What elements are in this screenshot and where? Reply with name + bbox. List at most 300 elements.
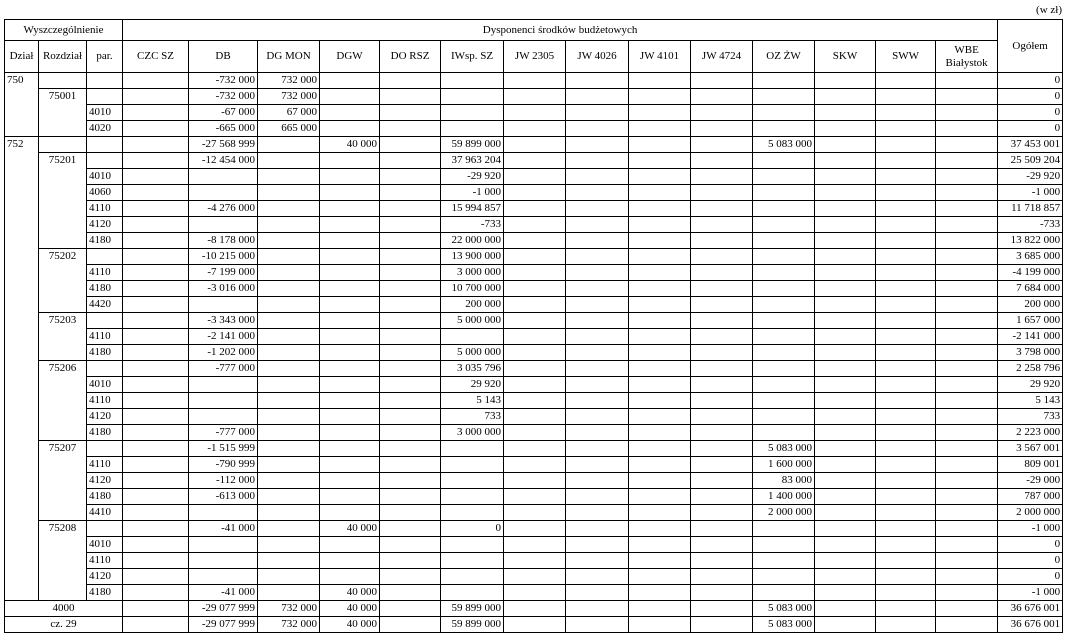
cell-jw-4101	[629, 89, 691, 105]
cell-jw-2305	[504, 185, 566, 201]
cell-jw-2305	[504, 121, 566, 137]
cell-rozdzial	[39, 345, 87, 361]
cell-jw-4724	[691, 393, 753, 409]
cell-czc-sz	[123, 537, 189, 553]
cell-oz-żw	[753, 329, 815, 345]
cell-jw-4026	[566, 105, 629, 121]
cell-wbe-białystok	[936, 601, 998, 617]
cell-dg-mon	[258, 153, 320, 169]
cell-jw-2305	[504, 553, 566, 569]
cell-db: -29 077 999	[189, 617, 258, 633]
cell-jw-4026	[566, 617, 629, 633]
cell-jw-4026	[566, 265, 629, 281]
cell-jw-2305	[504, 393, 566, 409]
cell-skw	[815, 393, 876, 409]
cell-do-rsz	[380, 73, 441, 89]
cell-jw-2305	[504, 169, 566, 185]
cell-dgw	[320, 361, 380, 377]
header-dysponenci: Dysponenci środków budżetowych	[123, 20, 998, 41]
cell-dgw	[320, 329, 380, 345]
cell-db: -2 141 000	[189, 329, 258, 345]
cell-dg-mon	[258, 521, 320, 537]
cell-wbe-białystok	[936, 425, 998, 441]
cell-dgw	[320, 505, 380, 521]
cell-czc-sz	[123, 265, 189, 281]
cell-jw-4724	[691, 473, 753, 489]
cell-iwsp-sz	[441, 505, 504, 521]
cell-db	[189, 393, 258, 409]
cell-oz-żw	[753, 233, 815, 249]
cell-dgw	[320, 441, 380, 457]
cell-jw-4101	[629, 329, 691, 345]
cell-par	[87, 73, 123, 89]
table-row	[5, 281, 1063, 297]
cell-db: -777 000	[189, 361, 258, 377]
cell-jw-4724	[691, 169, 753, 185]
cell-oz-żw	[753, 313, 815, 329]
cell-wbe-białystok	[936, 233, 998, 249]
table-body	[5, 73, 1063, 633]
cell-ogolem: 37 453 001	[998, 137, 1063, 153]
cell-wbe-białystok	[936, 265, 998, 281]
table-row	[5, 73, 1063, 89]
cell-jw-2305	[504, 89, 566, 105]
cell-czc-sz	[123, 313, 189, 329]
cell-oz-żw: 83 000	[753, 473, 815, 489]
cell-jw-4101	[629, 297, 691, 313]
cell-skw	[815, 169, 876, 185]
cell-sww	[876, 249, 936, 265]
cell-rozdzial: 75001	[39, 89, 87, 105]
cell-rozdzial	[39, 185, 87, 201]
cell-ogolem: 3 685 000	[998, 249, 1063, 265]
cell-wbe-białystok	[936, 329, 998, 345]
cell-skw	[815, 297, 876, 313]
cell-par: 4060	[87, 185, 123, 201]
cell-dgw	[320, 473, 380, 489]
cell-skw	[815, 617, 876, 633]
cell-skw	[815, 73, 876, 89]
cell-jw-4101	[629, 409, 691, 425]
cell-skw	[815, 313, 876, 329]
column-header-sww: SWW	[876, 41, 936, 73]
cell-par: 4110	[87, 457, 123, 473]
table-row	[5, 505, 1063, 521]
table-row	[5, 521, 1063, 537]
cell-iwsp-sz	[441, 457, 504, 473]
cell-dzial	[5, 553, 39, 569]
cell-jw-2305	[504, 569, 566, 585]
cell-jw-4101	[629, 345, 691, 361]
cell-rozdzial	[39, 409, 87, 425]
cell-do-rsz	[380, 617, 441, 633]
cell-jw-4026	[566, 297, 629, 313]
cell-jw-4101	[629, 169, 691, 185]
cell-dgw	[320, 201, 380, 217]
cell-dg-mon	[258, 313, 320, 329]
summary-row	[5, 601, 1063, 617]
table-row	[5, 425, 1063, 441]
cell-dzial	[5, 457, 39, 473]
cell-czc-sz	[123, 137, 189, 153]
cell-wbe-białystok	[936, 281, 998, 297]
cell-czc-sz	[123, 185, 189, 201]
cell-wbe-białystok	[936, 537, 998, 553]
cell-par: 4120	[87, 569, 123, 585]
cell-dgw	[320, 217, 380, 233]
cell-do-rsz	[380, 169, 441, 185]
cell-db: -3 343 000	[189, 313, 258, 329]
cell-dg-mon	[258, 393, 320, 409]
cell-iwsp-sz: 10 700 000	[441, 281, 504, 297]
cell-dg-mon	[258, 505, 320, 521]
cell-iwsp-sz: 3 000 000	[441, 265, 504, 281]
cell-do-rsz	[380, 585, 441, 601]
table-row	[5, 457, 1063, 473]
cell-db: -3 016 000	[189, 281, 258, 297]
cell-jw-2305	[504, 313, 566, 329]
cell-jw-4101	[629, 249, 691, 265]
cell-jw-2305	[504, 201, 566, 217]
cell-czc-sz	[123, 89, 189, 105]
column-header-jw-2305: JW 2305	[504, 41, 566, 73]
cell-db	[189, 553, 258, 569]
cell-iwsp-sz: 3 000 000	[441, 425, 504, 441]
cell-rozdzial: 75201	[39, 153, 87, 169]
cell-ogolem: 0	[998, 121, 1063, 137]
cell-sww	[876, 121, 936, 137]
table-row	[5, 345, 1063, 361]
cell-par: 4180	[87, 585, 123, 601]
cell-rozdzial: 75206	[39, 361, 87, 377]
cell-czc-sz	[123, 393, 189, 409]
cell-dzial	[5, 249, 39, 265]
cell-ogolem: 2 258 796	[998, 361, 1063, 377]
cell-jw-4724	[691, 217, 753, 233]
cell-do-rsz	[380, 569, 441, 585]
table-row	[5, 441, 1063, 457]
cell-wbe-białystok	[936, 313, 998, 329]
cell-jw-4026	[566, 217, 629, 233]
cell-db: -732 000	[189, 73, 258, 89]
cell-do-rsz	[380, 281, 441, 297]
cell-par: 4180	[87, 425, 123, 441]
cell-jw-4101	[629, 585, 691, 601]
cell-db: -10 215 000	[189, 249, 258, 265]
cell-wbe-białystok	[936, 89, 998, 105]
cell-jw-2305	[504, 601, 566, 617]
cell-czc-sz	[123, 105, 189, 121]
cell-jw-4026	[566, 457, 629, 473]
cell-rozdzial	[39, 473, 87, 489]
cell-dg-mon	[258, 377, 320, 393]
table-row	[5, 233, 1063, 249]
cell-dg-mon: 732 000	[258, 89, 320, 105]
table-row	[5, 265, 1063, 281]
cell-par: 4410	[87, 505, 123, 521]
cell-sww	[876, 585, 936, 601]
cell-jw-4724	[691, 89, 753, 105]
cell-jw-4101	[629, 121, 691, 137]
cell-do-rsz	[380, 393, 441, 409]
cell-do-rsz	[380, 537, 441, 553]
cell-dzial	[5, 569, 39, 585]
table-row	[5, 473, 1063, 489]
cell-rozdzial	[39, 217, 87, 233]
cell-rozdzial	[39, 489, 87, 505]
cell-ogolem: -1 000	[998, 521, 1063, 537]
cell-jw-4724	[691, 201, 753, 217]
cell-rozdzial: 75202	[39, 249, 87, 265]
cell-par	[87, 361, 123, 377]
cell-jw-4026	[566, 473, 629, 489]
cell-jw-2305	[504, 297, 566, 313]
cell-dzial	[5, 489, 39, 505]
cell-sww	[876, 313, 936, 329]
cell-jw-4026	[566, 489, 629, 505]
table-row	[5, 585, 1063, 601]
cell-dg-mon	[258, 425, 320, 441]
cell-dzial	[5, 185, 39, 201]
subheader-rozdział: Rozdział	[39, 41, 87, 73]
cell-czc-sz	[123, 329, 189, 345]
cell-jw-4026	[566, 169, 629, 185]
cell-skw	[815, 201, 876, 217]
column-header-wbe-białystok: WBE Białystok	[936, 41, 998, 73]
cell-dg-mon	[258, 233, 320, 249]
cell-par: 4110	[87, 553, 123, 569]
cell-jw-2305	[504, 521, 566, 537]
unit-note: (w zł)	[1036, 4, 1062, 16]
cell-sww	[876, 377, 936, 393]
cell-sww	[876, 137, 936, 153]
cell-do-rsz	[380, 217, 441, 233]
cell-par: 4010	[87, 169, 123, 185]
cell-par	[87, 89, 123, 105]
cell-czc-sz	[123, 585, 189, 601]
cell-czc-sz	[123, 473, 189, 489]
table-row	[5, 249, 1063, 265]
cell-jw-4724	[691, 249, 753, 265]
cell-oz-żw	[753, 265, 815, 281]
cell-skw	[815, 537, 876, 553]
cell-wbe-białystok	[936, 617, 998, 633]
cell-dg-mon	[258, 569, 320, 585]
cell-czc-sz	[123, 377, 189, 393]
cell-jw-4724	[691, 601, 753, 617]
cell-iwsp-sz: 29 920	[441, 377, 504, 393]
cell-czc-sz	[123, 617, 189, 633]
column-header-oz-żw: OZ ŻW	[753, 41, 815, 73]
cell-par	[87, 153, 123, 169]
cell-jw-4101	[629, 105, 691, 121]
cell-dzial	[5, 233, 39, 249]
cell-jw-4026	[566, 377, 629, 393]
cell-dgw	[320, 489, 380, 505]
cell-jw-2305	[504, 137, 566, 153]
header-wyszczegolnienie: Wyszczególnienie	[5, 20, 123, 41]
cell-db: -665 000	[189, 121, 258, 137]
cell-dgw	[320, 297, 380, 313]
cell-dgw	[320, 313, 380, 329]
cell-skw	[815, 473, 876, 489]
cell-czc-sz	[123, 601, 189, 617]
cell-db: -27 568 999	[189, 137, 258, 153]
cell-oz-żw: 1 400 000	[753, 489, 815, 505]
cell-rozdzial	[39, 553, 87, 569]
column-header-skw: SKW	[815, 41, 876, 73]
cell-db: -8 178 000	[189, 233, 258, 249]
table-row	[5, 185, 1063, 201]
cell-jw-4724	[691, 361, 753, 377]
cell-oz-żw	[753, 201, 815, 217]
cell-skw	[815, 345, 876, 361]
table-row	[5, 89, 1063, 105]
cell-do-rsz	[380, 185, 441, 201]
table-row	[5, 393, 1063, 409]
cell-skw	[815, 233, 876, 249]
cell-ogolem: 2 223 000	[998, 425, 1063, 441]
cell-sww	[876, 89, 936, 105]
cell-skw	[815, 137, 876, 153]
cell-iwsp-sz: 0	[441, 521, 504, 537]
cell-dg-mon	[258, 281, 320, 297]
cell-oz-żw	[753, 121, 815, 137]
cell-wbe-białystok	[936, 457, 998, 473]
cell-wbe-białystok	[936, 217, 998, 233]
cell-ogolem: 0	[998, 89, 1063, 105]
cell-jw-4101	[629, 281, 691, 297]
table-row	[5, 313, 1063, 329]
cell-jw-4026	[566, 585, 629, 601]
cell-jw-4026	[566, 153, 629, 169]
cell-db	[189, 169, 258, 185]
cell-jw-4026	[566, 553, 629, 569]
cell-wbe-białystok	[936, 521, 998, 537]
cell-skw	[815, 409, 876, 425]
cell-jw-2305	[504, 233, 566, 249]
cell-db: -1 202 000	[189, 345, 258, 361]
cell-db	[189, 569, 258, 585]
cell-do-rsz	[380, 409, 441, 425]
cell-sww	[876, 617, 936, 633]
cell-jw-4724	[691, 489, 753, 505]
cell-jw-4724	[691, 585, 753, 601]
cell-iwsp-sz: 59 899 000	[441, 617, 504, 633]
cell-jw-4101	[629, 361, 691, 377]
cell-iwsp-sz: 37 963 204	[441, 153, 504, 169]
cell-iwsp-sz	[441, 473, 504, 489]
cell-jw-4724	[691, 345, 753, 361]
cell-skw	[815, 569, 876, 585]
cell-rozdzial	[39, 73, 87, 89]
cell-par: 4180	[87, 345, 123, 361]
cell-skw	[815, 521, 876, 537]
cell-dzial	[5, 425, 39, 441]
cell-dg-mon	[258, 345, 320, 361]
cell-czc-sz	[123, 121, 189, 137]
cell-iwsp-sz	[441, 329, 504, 345]
cell-jw-4026	[566, 73, 629, 89]
cell-db	[189, 297, 258, 313]
cell-rozdzial	[39, 121, 87, 137]
cell-par: 4420	[87, 297, 123, 313]
cell-wbe-białystok	[936, 585, 998, 601]
cell-dg-mon	[258, 585, 320, 601]
cell-jw-2305	[504, 617, 566, 633]
cell-jw-4026	[566, 329, 629, 345]
cell-jw-4101	[629, 377, 691, 393]
cell-wbe-białystok	[936, 553, 998, 569]
cell-do-rsz	[380, 233, 441, 249]
cell-rozdzial	[39, 377, 87, 393]
column-header-czc-sz: CZC SZ	[123, 41, 189, 73]
cell-dg-mon	[258, 265, 320, 281]
cell-db	[189, 537, 258, 553]
cell-rozdzial	[39, 425, 87, 441]
cell-jw-4101	[629, 425, 691, 441]
column-header-do-rsz: DO RSZ	[380, 41, 441, 73]
cell-ogolem: 13 822 000	[998, 233, 1063, 249]
cell-czc-sz	[123, 297, 189, 313]
summary-label: 4000	[5, 601, 123, 617]
cell-dgw	[320, 153, 380, 169]
cell-db	[189, 377, 258, 393]
cell-jw-4724	[691, 425, 753, 441]
cell-czc-sz	[123, 521, 189, 537]
cell-dg-mon	[258, 297, 320, 313]
cell-dgw	[320, 393, 380, 409]
cell-dg-mon	[258, 553, 320, 569]
cell-czc-sz	[123, 153, 189, 169]
cell-oz-żw	[753, 521, 815, 537]
cell-jw-4026	[566, 281, 629, 297]
cell-wbe-białystok	[936, 473, 998, 489]
table-row	[5, 377, 1063, 393]
table-row	[5, 409, 1063, 425]
cell-jw-4026	[566, 233, 629, 249]
cell-skw	[815, 217, 876, 233]
cell-dzial	[5, 473, 39, 489]
cell-jw-4026	[566, 537, 629, 553]
cell-rozdzial: 75208	[39, 521, 87, 537]
cell-jw-4026	[566, 313, 629, 329]
cell-jw-4101	[629, 137, 691, 153]
cell-par: 4010	[87, 537, 123, 553]
cell-skw	[815, 153, 876, 169]
cell-do-rsz	[380, 553, 441, 569]
cell-ogolem: 2 000 000	[998, 505, 1063, 521]
cell-oz-żw: 5 083 000	[753, 137, 815, 153]
cell-skw	[815, 105, 876, 121]
cell-czc-sz	[123, 169, 189, 185]
cell-dgw: 40 000	[320, 617, 380, 633]
cell-rozdzial	[39, 281, 87, 297]
cell-skw	[815, 281, 876, 297]
cell-iwsp-sz	[441, 553, 504, 569]
cell-dgw	[320, 185, 380, 201]
cell-oz-żw	[753, 89, 815, 105]
cell-ogolem: 787 000	[998, 489, 1063, 505]
cell-do-rsz	[380, 265, 441, 281]
cell-dzial	[5, 329, 39, 345]
cell-dzial	[5, 537, 39, 553]
subheader-par: par.	[87, 41, 123, 73]
cell-iwsp-sz: 59 899 000	[441, 137, 504, 153]
cell-czc-sz	[123, 457, 189, 473]
cell-db	[189, 217, 258, 233]
cell-skw	[815, 553, 876, 569]
